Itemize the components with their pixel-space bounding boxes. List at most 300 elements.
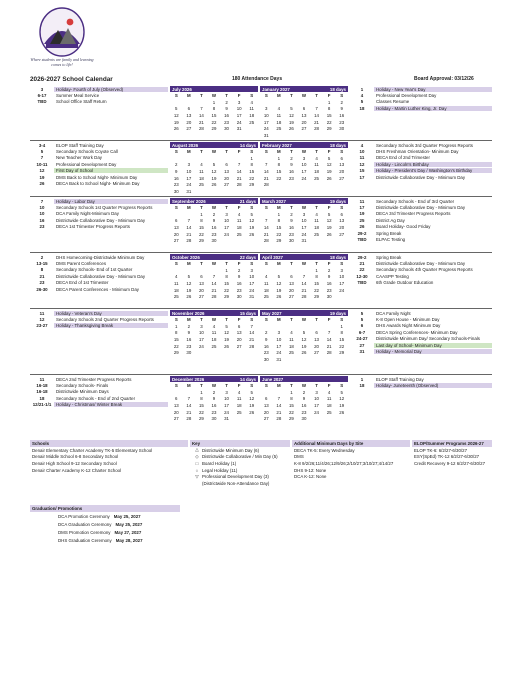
weekday-label: F [327, 205, 331, 211]
weekday-label: S [174, 149, 178, 155]
week-row [260, 287, 348, 294]
calendar-day: 23 [224, 119, 229, 125]
elop-box [412, 440, 492, 467]
calendar-day: 13 [339, 218, 345, 224]
ceremony-name: DCA Graduation Ceremony [58, 521, 112, 527]
ceremony-name: DHS Graduation Ceremony [58, 537, 112, 543]
calendar-day: 1 [250, 155, 253, 161]
event-date: 12/21-1/1 [32, 402, 52, 408]
calendar-day: 20 [301, 119, 307, 125]
weekday-label: M [277, 383, 281, 389]
event-date: 2 [40, 254, 44, 260]
week-row [170, 415, 258, 422]
event-item [350, 204, 492, 210]
week-row [260, 267, 348, 274]
calendar-day: 13 [173, 402, 179, 408]
calendar-day: 22 [326, 119, 332, 125]
event-date: 3 [40, 86, 44, 92]
weekday-label: M [187, 205, 191, 211]
weekday-label: M [187, 149, 191, 155]
calendar-day: 29 [326, 126, 332, 132]
calendar-day: 22 [314, 287, 319, 293]
calendar-day: 29 [211, 126, 217, 132]
event-text: Classes Resume [376, 99, 410, 105]
elop-item: ELOP TK-6: 6/2/27-6/30/27 [414, 447, 468, 453]
calendar-day: 21 [326, 343, 332, 349]
event-item [30, 316, 168, 322]
graduation-heading: Graduation/ Promotions [30, 505, 180, 512]
calendar-day: 28 [276, 416, 282, 422]
calendar-day: 16 [326, 280, 332, 286]
week-row [260, 162, 348, 169]
calendar-day: 29 [198, 238, 204, 244]
week-row [260, 280, 348, 287]
calendar-day: 6 [315, 330, 318, 336]
calendar-day: 5 [187, 274, 191, 280]
calendar-day: 12 [249, 218, 255, 224]
calendar-day: 14 [314, 112, 319, 118]
calendar-day: 20 [236, 336, 242, 342]
week-row [170, 211, 258, 218]
calendar-day: 16 [263, 343, 269, 349]
calendar-day: 23 [288, 175, 294, 181]
calendar-day: 10 [314, 396, 319, 402]
event-date: 23-27 [36, 323, 48, 329]
event-item [350, 316, 492, 322]
calendar-day: 15 [276, 224, 282, 230]
event-item [30, 99, 168, 105]
calendar-day: 9 [237, 274, 241, 280]
calendar-day: 2 [187, 323, 191, 329]
calendar-day: 2 [225, 99, 228, 105]
event-text: DCA Family Night-Minimum Day [56, 211, 119, 217]
calendar-day: 1 [212, 99, 216, 105]
calendar-day: 22 [198, 231, 204, 237]
calendar-day: 13 [224, 168, 229, 174]
calendar-day: 19 [276, 287, 282, 293]
event-item [30, 148, 168, 154]
calendar-day: 18 [263, 287, 269, 293]
calendar-day: 5 [327, 155, 331, 161]
event-date: TBD [37, 99, 47, 105]
calendar-day: 15 [198, 224, 204, 230]
week-row [260, 211, 348, 218]
event-date: 10-11 [36, 161, 48, 167]
weekday-label: W [211, 383, 217, 389]
ceremony-name: DCA Promotion Ceremony [58, 513, 110, 519]
calendar-day: 23 [211, 409, 217, 415]
calendar-day: 5 [212, 162, 216, 168]
week-row [170, 323, 258, 330]
calendar-day: 9 [290, 162, 293, 168]
event-date: 6-17 [37, 93, 47, 99]
calendar-day: 11 [264, 280, 269, 286]
week-row [260, 175, 348, 182]
week-row [170, 349, 258, 356]
left-events [30, 376, 168, 408]
week-row [170, 267, 258, 274]
weekday-label: S [340, 149, 344, 155]
weekday-label: T [290, 149, 293, 155]
calendar-day: 9 [187, 330, 191, 336]
event-item [350, 198, 492, 204]
calendar-day: 12 [326, 162, 332, 168]
calendar-day: 2 [212, 211, 216, 217]
right-events [350, 376, 492, 389]
calendar-day: 8 [175, 330, 178, 336]
calendar-day: 12 [186, 280, 192, 286]
event-text: 6th Grade Outdoor Education [376, 280, 434, 286]
row-divider [30, 308, 492, 309]
calendar-day: 19 [301, 343, 307, 349]
month-name: September 2026 [172, 198, 206, 204]
weekday-label: S [250, 93, 254, 99]
calendar-day: 26 [326, 231, 332, 237]
calendar-day: 27 [339, 175, 345, 181]
week-row [170, 402, 258, 409]
event-item [350, 273, 492, 279]
event-date: 17 [359, 174, 365, 180]
calendar-day: 21 [276, 409, 282, 415]
calendar-day: 15 [276, 168, 282, 174]
weekday-label: T [225, 205, 228, 211]
calendar-day: 25 [288, 350, 294, 356]
week-row [170, 231, 258, 238]
calendar-day: 2 [212, 389, 216, 395]
calendar-day: 19 [186, 287, 192, 293]
month-name: January 2027 [262, 86, 290, 92]
week-row [170, 168, 258, 175]
week-row [260, 119, 348, 126]
event-item [350, 217, 492, 223]
week-row [260, 168, 348, 175]
weekday-label: S [174, 205, 178, 211]
calendar-day: 30 [288, 238, 294, 244]
calendar-day: 13 [339, 162, 345, 168]
elop-item: ESY(SpEd) TK-12 6/2/27-6/30/27 [414, 454, 480, 460]
calendar-day: 29 [339, 350, 345, 356]
calendar-day: 20 [314, 343, 319, 349]
event-date: 1 [360, 86, 364, 92]
calendar-day: 18 [326, 402, 332, 408]
calendar-day: 14 [236, 168, 242, 174]
event-date: 6 [360, 323, 364, 329]
calendar-day: 26 [249, 409, 255, 415]
event-item [30, 286, 168, 292]
calendar-day: 4 [212, 323, 216, 329]
calendar-day: 11 [199, 168, 204, 174]
calendar-day: 24 [236, 119, 242, 125]
calendar-day: 2 [265, 330, 268, 336]
week-row [260, 356, 348, 363]
event-text: New Teacher Work Day [56, 155, 102, 161]
event-item [30, 161, 168, 167]
row-divider [30, 196, 492, 197]
weekday-label: S [264, 93, 268, 99]
calendar-day: 19 [211, 175, 217, 181]
calendar-day: 17 [339, 280, 345, 286]
weekday-label: S [340, 261, 344, 267]
event-date: 10 [39, 205, 45, 211]
weekday-header [260, 316, 348, 323]
calendar-day: 16 [288, 224, 294, 230]
calendar-day: 16 [288, 168, 294, 174]
weekday-label: W [211, 149, 217, 155]
calendar-day: 18 [314, 168, 319, 174]
calendar-day: 5 [250, 389, 253, 395]
calendar-day: 29 [224, 294, 229, 300]
month-calendar [170, 86, 258, 132]
calendar-day: 12 [211, 168, 217, 174]
event-item [30, 267, 168, 273]
weekday-label: M [187, 261, 191, 267]
calendar-day: 18 [314, 224, 319, 230]
calendar-day: 18 [236, 402, 242, 408]
calendar-day: 3 [265, 106, 268, 112]
calendar-day: 10 [236, 106, 242, 112]
weekday-label: T [315, 383, 318, 389]
calendar-day: 31 [276, 356, 282, 362]
event-text: Holiday- Fourth of July (Observed) [54, 87, 168, 92]
event-text: Holiday - Thanksgiving Break [54, 323, 168, 328]
calendar-day: 31 [301, 238, 307, 244]
calendar-day: 31 [224, 416, 229, 422]
event-item [350, 254, 492, 260]
event-text: Holiday - Martin Luther King, Jr. Day [374, 106, 492, 111]
calendar-day: 11 [249, 106, 254, 112]
calendar-day: 15 [339, 336, 345, 342]
calendar-day: 6 [340, 155, 343, 161]
event-item [30, 382, 168, 388]
schools-box [30, 440, 188, 473]
down-triangle-icon: ▽ [195, 473, 199, 479]
calendar-day: 6 [290, 274, 293, 280]
calendar-day: 19 [288, 119, 294, 125]
calendar-day: 26 [249, 231, 255, 237]
week-row [170, 336, 258, 343]
calendar-day: 21 [301, 287, 307, 293]
week-row [260, 218, 348, 225]
calendar-day: 24 [224, 231, 229, 237]
calendar-day: 20 [263, 409, 269, 415]
event-item [30, 224, 168, 230]
calendar-day: 7 [187, 218, 191, 224]
event-date: 12 [359, 161, 365, 167]
event-date: 18 [39, 395, 45, 401]
event-date: 5 [360, 317, 364, 323]
calendar-day: 1 [315, 267, 318, 273]
calendar-day: 8 [315, 274, 318, 280]
calendar-day: 23 [263, 350, 269, 356]
week-row [170, 162, 258, 169]
calendar-day: 16 [339, 112, 345, 118]
event-date: 5 [360, 310, 364, 316]
event-text: Secondary Schools- End of 1st Quarter [56, 267, 133, 273]
calendar-day: 2 [290, 211, 293, 217]
event-item [350, 260, 492, 266]
calendar-day: 10 [301, 162, 307, 168]
month-calendar [170, 376, 258, 422]
calendar-day: 5 [327, 211, 331, 217]
calendar-day: 17 [249, 280, 255, 286]
calendar-day: 24 [198, 343, 204, 349]
calendar-day: 23 [173, 182, 179, 188]
event-date: 10 [39, 211, 45, 217]
calendar-day: 7 [237, 162, 241, 168]
school-item: Denair Middle School 6-8 Secondary School [32, 454, 119, 460]
event-date: 15 [359, 168, 365, 174]
calendar-day: 10 [276, 336, 282, 342]
calendar-day: 14 [326, 336, 332, 342]
calendar-day: 9 [212, 396, 216, 402]
calendar-day: 16 [211, 402, 217, 408]
calendar-day: 6 [175, 218, 178, 224]
event-text: K-8 Open House - Minimum Day [376, 317, 440, 323]
month-calendar [260, 142, 348, 188]
calendar-day: 12 [249, 396, 255, 402]
calendar-day: 25 [236, 409, 242, 415]
weekday-label: T [290, 261, 293, 267]
calendar-day: 30 [186, 350, 192, 356]
additional-item: DHS 9-12: None [294, 467, 327, 473]
additional-item: DCA K-12: None [294, 474, 327, 480]
calendar-day: 23 [301, 409, 307, 415]
event-text: Holiday - Memorial Day [374, 349, 492, 354]
weekday-header [170, 204, 258, 211]
weekday-label: T [200, 149, 203, 155]
calendar-day: 8 [277, 218, 281, 224]
weekday-header [170, 260, 258, 267]
calendar-day: 4 [277, 106, 281, 112]
event-date: 4 [360, 142, 364, 148]
weekday-label: T [290, 205, 293, 211]
left-events [30, 142, 168, 187]
calendar-day: 1 [327, 99, 331, 105]
weekday-label: W [211, 317, 217, 323]
calendar-day: 19 [339, 402, 345, 408]
calendar-day: 19 [326, 168, 332, 174]
calendar-day: 19 [249, 402, 255, 408]
event-text: Districtwide Collaborative Day - Minimum Day [376, 261, 466, 267]
calendar-day: 7 [277, 396, 281, 402]
event-text: District Ag Day [376, 217, 405, 223]
event-date: 11 [39, 310, 45, 316]
calendar-day: 28 [263, 182, 269, 188]
week-row [170, 224, 258, 231]
calendar-day: 27 [224, 182, 229, 188]
calendar-day: 15 [288, 402, 294, 408]
event-date: 12 [39, 317, 45, 323]
event-text: Secondary Schools Coyote Call [56, 149, 118, 155]
event-date: 8 [40, 267, 44, 273]
calendar-day: 11 [174, 280, 179, 286]
calendar-day: 5 [277, 274, 281, 280]
weekday-label: S [174, 383, 178, 389]
weekday-label: T [315, 205, 318, 211]
weekday-label: S [174, 93, 178, 99]
calendar-day: 10 [224, 218, 229, 224]
event-text: Secondary Schools 4th Quarter Progress Reports [376, 267, 473, 273]
weekday-label: S [250, 317, 254, 323]
event-text: Secondary Schools 2nd Quarter Progress Reports [56, 317, 154, 323]
event-text: DECA Back to School Night- Minimum Day [56, 181, 140, 187]
calendar-day: 10 [263, 112, 269, 118]
calendar-day: 15 [249, 168, 255, 174]
event-item [350, 342, 492, 348]
week-row [260, 330, 348, 337]
calendar-day: 5 [290, 106, 293, 112]
calendar-day: 15 [326, 112, 332, 118]
calendar-day: 17 [236, 112, 242, 118]
calendar-day: 23 [236, 287, 242, 293]
calendar-day: 30 [173, 188, 179, 194]
event-item [30, 389, 168, 395]
weekday-label: S [250, 205, 254, 211]
school-item: Denair Charter Academy K-12 Charter School [32, 467, 122, 473]
event-item [350, 105, 492, 111]
calendar-day: 25 [211, 343, 217, 349]
calendar-day: 18 [211, 336, 217, 342]
event-item [350, 99, 492, 105]
month-name: June 2027 [262, 376, 284, 382]
calendar-day: 1 [277, 211, 281, 217]
month-name: November 2026 [172, 310, 205, 316]
calendar-day: 28 [301, 294, 307, 300]
calendar-day: 14 [186, 402, 192, 408]
calendar-day: 6 [265, 396, 268, 402]
event-text: Secondary Schools - End of 3rd Quarter [376, 198, 455, 204]
key-item: Districtwide Minimum Day (6) [202, 447, 260, 453]
calendar-day: 17 [198, 336, 204, 342]
month-calendar [170, 254, 258, 300]
calendar-day: 12 [326, 218, 332, 224]
calendar-day: 28 [236, 182, 242, 188]
calendar-day: 27 [314, 350, 319, 356]
month-name: April 2027 [262, 254, 283, 260]
weekday-label: M [277, 93, 281, 99]
week-row [260, 274, 348, 281]
calendar-day: 9 [327, 274, 331, 280]
event-date: 16 [39, 217, 45, 223]
calendar-day: 21 [236, 175, 242, 181]
event-date: 10 [359, 149, 365, 155]
calendar-day: 14 [263, 168, 269, 174]
calendar-day: 16 [211, 224, 217, 230]
calendar-day: 31 [236, 126, 242, 132]
calendar-day: 8 [327, 106, 331, 112]
event-date: 23 [39, 224, 45, 230]
weekday-header [260, 148, 348, 155]
calendar-day: 2 [327, 267, 331, 273]
calendar-day: 16 [224, 112, 229, 118]
calendar-day: 22 [198, 409, 204, 415]
weekday-label: T [315, 149, 318, 155]
event-text: Districtwide Collaborative Day - Minimum Day [56, 217, 146, 223]
week-row [170, 287, 258, 294]
event-date: 31 [359, 349, 365, 355]
key-heading: Key [190, 440, 290, 447]
calendar-day: 22 [173, 343, 179, 349]
weekday-label: M [277, 261, 281, 267]
calendar-day: 25 [198, 182, 204, 188]
month-day-count: 14 days [239, 376, 256, 382]
calendar-day: 28 [314, 126, 319, 132]
weekday-label: F [237, 149, 241, 155]
calendar-day: 25 [263, 294, 269, 300]
weekday-header [260, 92, 348, 99]
event-date: 6-7 [358, 329, 366, 335]
weekday-label: F [237, 93, 241, 99]
